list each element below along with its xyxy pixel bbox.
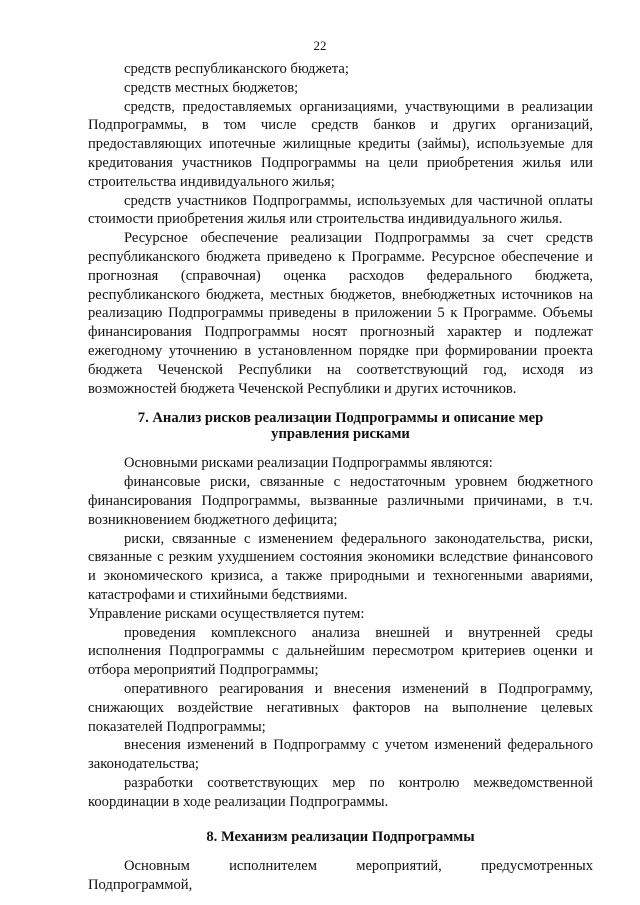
paragraph: Основными рисками реализации Подпрограммы являются: bbox=[124, 455, 493, 472]
page-number: 22 bbox=[313, 38, 327, 53]
paragraph: риски, связанные с изменением федерального законодательства, риски, связанные с резким ухудшением состояния экономики вследствие финансового и экономического кризиса, а также природными и техногенными авариями, катастрофами и стихийными бедствиями. bbox=[88, 530, 593, 603]
section-8-title: 8. Механизм реализации Подпрограммы bbox=[206, 829, 475, 846]
paragraph: Управление рисками осуществляется путем: bbox=[88, 605, 365, 622]
paragraph: проведения комплексного анализа внешней и внутренней среды исполнения Подпрограммы с дальнейшим пересмотром критериев оценки и отбора мероприятий Подпрограммы; bbox=[88, 624, 593, 679]
paragraph: финансовые риски, связанные с недостаточным уровнем бюджетного финансирования Подпрограммы, вызванные различными причинами, в т.ч. возникновением бюджетного дефицита; bbox=[88, 474, 593, 528]
paragraph: средств республиканского бюджета; bbox=[124, 61, 349, 77]
paragraph: средств участников Подпрограммы, используемых для частичной оплаты стоимости приобретения жилья или строительства индивидуального жилья. bbox=[88, 192, 593, 228]
paragraph: средств, предоставляемых организациями, участвующими в реализации Подпрограммы, в том числе средств банков и других организаций, предоставляющих ипотечные жилищные кредиты (займы), используемые для кредитования участников Подпрограммы на цели приобретения жилья или строительства индивидуального жилья; bbox=[88, 98, 593, 190]
paragraph: средств местных бюджетов; bbox=[124, 79, 299, 96]
paragraph: Основным исполнителем мероприятий, предусмотренных Подпрограммой, bbox=[88, 858, 593, 894]
paragraph: внесения изменений в Подпрограмму с учетом изменений федерального законодательства; bbox=[88, 737, 593, 773]
paragraph: Ресурсное обеспечение реализации Подпрограммы за счет средств республиканского бюджета приведено к Программе. Ресурсное обеспечение и прогнозная (справочная) оценка расходов федерального бюджета, республиканского бюджета, местных бюджетов, внебюджетных источников на реализацию Подпрограммы приведены в приложении 5 к Программе. Объемы финансирования Подпрограммы носят прогнозный характер и подлежат ежегодному уточнению в установленном порядке при формировании проекта бюджета Чеченской Республики на соответствующий год, исходя из возможностей бюджета Чеченской Республики и других источников. bbox=[88, 230, 593, 397]
paragraph: оперативного реагирования и внесения изменений в Подпрограмму, снижающих воздействие негативных факторов на выполнение целевых показателей Подпрограммы; bbox=[88, 680, 593, 735]
section-7-title: 7. Анализ рисков реализации Подпрограммы и описание мер управления рисками bbox=[137, 410, 544, 443]
paragraph: разработки соответствующих мер по контролю межведомственной координации в ходе реализации Подпрограммы. bbox=[88, 774, 593, 810]
document-body bbox=[88, 60, 593, 895]
